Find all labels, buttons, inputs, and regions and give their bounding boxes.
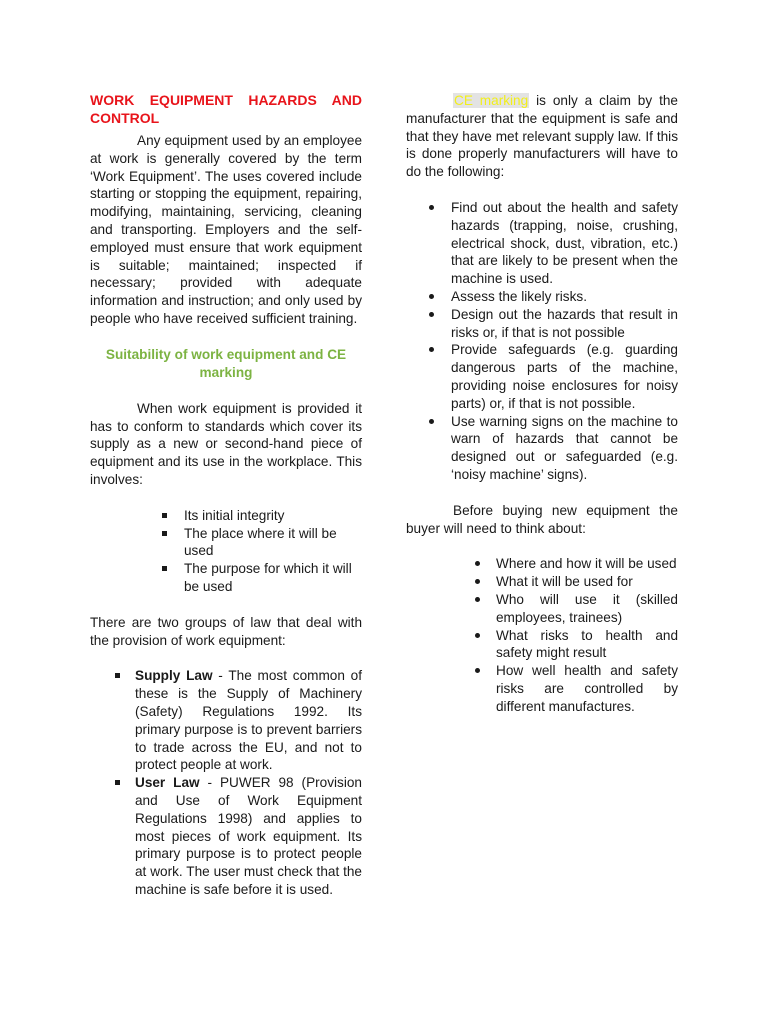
list-item: Assess the likely risks.: [451, 288, 678, 306]
section-subheading: Suitability of work equipment and CE marking: [105, 346, 347, 380]
list-item: Find out about the health and safety hazards (trapping, noise, crushing, electrical shock, dust, vibration, etc.) that are likely to be present when the machine is used.: [451, 199, 678, 287]
law-item-user: [135, 774, 362, 899]
law-groups-paragraph: There are two groups of law that deal with the provision of work equipment:: [90, 614, 362, 648]
list-item: How well health and safety risks are controlled by different manufactures.: [496, 663, 678, 714]
list-item: What it will be used for: [496, 573, 678, 591]
ce-marking-link[interactable]: CE marking: [454, 93, 529, 108]
ce-paragraph: [406, 92, 678, 181]
involves-list: [90, 507, 362, 596]
considerations-list: [406, 555, 678, 715]
right-column: [406, 92, 678, 716]
list-item: Where and how it will be used: [496, 556, 677, 572]
list-item: Who will use it (skilled employees, trainees): [496, 591, 678, 625]
law-text: - The most common of these is the Supply of Machinery (Safety) Regulations 1992. Its primary purpose is to prevent barriers to trade across the EU, and not to protect people at work.: [135, 668, 363, 773]
standards-paragraph: When work equipment is provided it has to conform to standards which cover its supply as a new or second-hand piece of equipment and its use in the workplace. This involves:: [90, 400, 362, 487]
list-item: The place where it will be used: [184, 525, 362, 561]
buying-paragraph: Before buying new equipment the buyer will need to think about:: [406, 502, 678, 536]
left-column: [90, 92, 362, 899]
law-text: - PUWER 98 (Provision and Use of Work Equipment Regulations 1998) and applies to most pieces of work equipment. Its primary purpose is to protect people at work. The user must check that the machine is safe before it is used.: [135, 775, 362, 897]
intro-paragraph: Any equipment used by an employee at work is generally covered by the term ‘Work Equipment’. The uses covered include starting or stopping the equipment, repairing, modifying, maintaining, servicing, cleaning and transporting. Employers and the self-employed must ensure that work equipment is suitable; maintained; inspected if necessary; provided with adequate information and instruction; and only used by people who have received sufficient training.: [90, 133, 362, 326]
law-item-supply: [135, 667, 362, 774]
list-item: What risks to health and safety might result: [496, 627, 678, 661]
list-item: The purpose for which it will be used: [184, 560, 362, 596]
ce-paragraph-text: is only a claim by the manufacturer that the equipment is safe and that they have met relevant supply law. If this is done properly manufacturers will have to do the following:: [406, 93, 678, 180]
list-item: Use warning signs on the machine to warn of hazards that cannot be designed out or safeguarded (e.g. ‘noisy machine’ signs).: [451, 413, 678, 482]
manufacturer-steps-list: [406, 199, 678, 484]
list-item: Provide safeguards (e.g. guarding dangerous parts of the machine, providing noise enclosures for noisy parts) or, if that is not possible.: [451, 342, 678, 411]
list-item: Design out the hazards that result in risks or, if that is not possible: [451, 306, 678, 340]
law-list: [90, 667, 362, 898]
law-name: Supply Law: [135, 668, 213, 684]
page-title: WORK EQUIPMENT HAZARDS AND CONTROL: [90, 92, 362, 126]
law-name: User Law: [135, 775, 200, 791]
list-item: Its initial integrity: [184, 507, 362, 525]
